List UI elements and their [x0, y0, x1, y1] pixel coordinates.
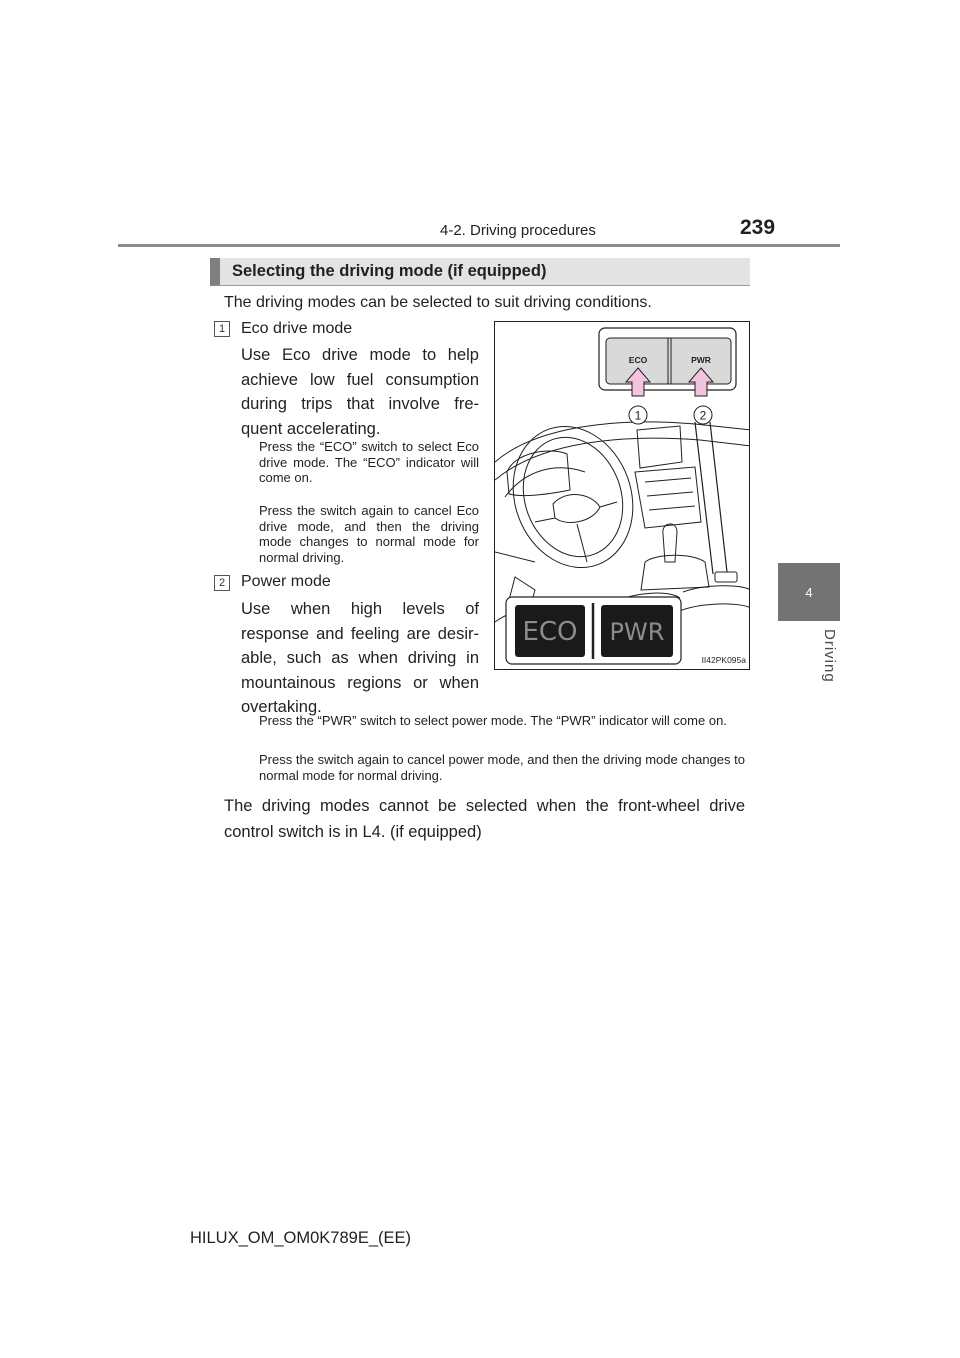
item-2-note-2: Press the switch again to cancel power mode, and then the driving mode changes to normal mode for normal driving. — [259, 752, 745, 783]
page-number: 239 — [740, 216, 776, 239]
item-1-note-2: Press the switch again to cancel Eco drive mode, and then the driving mode changes to normal mode for normal driving. — [259, 503, 479, 565]
indicator-pwr: PWR — [609, 618, 665, 646]
item-1-title: Eco drive mode — [241, 320, 353, 337]
driving-mode-figure — [494, 321, 750, 670]
callout-1: 1 — [634, 408, 642, 423]
item-2-title: Power mode — [241, 573, 331, 590]
header-section-title: 4-2. Driving procedures — [440, 222, 596, 239]
footer-model-code: HILUX_OM_OM0K789E_(EE) — [190, 1229, 412, 1247]
indicator-inset — [506, 597, 681, 664]
item-2-note-1: Press the “PWR” switch to select power mode. The “PWR” indicator will come on. — [259, 713, 727, 728]
item-2-description: Use when high levels of response and feeling are desir-able, such as when driving in mountainous regions or when overtaking. — [241, 600, 479, 716]
indicator-eco: ECO — [522, 617, 578, 647]
section-title: Selecting the driving mode (if equipped) — [232, 262, 547, 280]
dashboard-illustration — [495, 322, 750, 670]
switch-label-eco: ECO — [628, 355, 648, 365]
chapter-label: Driving — [821, 629, 838, 683]
item-1-note-1: Press the “ECO” switch to select Eco drive mode. The “ECO” indicator will come on. — [259, 439, 479, 485]
mode-switch-panel — [599, 328, 736, 390]
callout-2: 2 — [699, 408, 707, 423]
chapter-tab — [778, 563, 840, 621]
header-rule — [118, 244, 840, 247]
chapter-number: 4 — [805, 584, 813, 600]
item-2-badge: 2 — [214, 575, 230, 591]
switch-label-pwr: PWR — [691, 355, 711, 365]
intro-text: The driving modes can be selected to suit driving conditions. — [224, 294, 652, 311]
figure-code: II42PK095a — [701, 655, 746, 665]
dashboard-line-art — [495, 410, 750, 622]
item-1-description: Use Eco drive mode to help achieve low fuel consumption during trips that involve fre-quent accelerating. — [241, 346, 479, 438]
item-1-badge: 1 — [214, 321, 230, 337]
section-heading — [210, 258, 750, 286]
closing-text: The driving modes cannot be selected when the front-wheel drive control switch is in L4. (if equipped) — [224, 797, 745, 841]
